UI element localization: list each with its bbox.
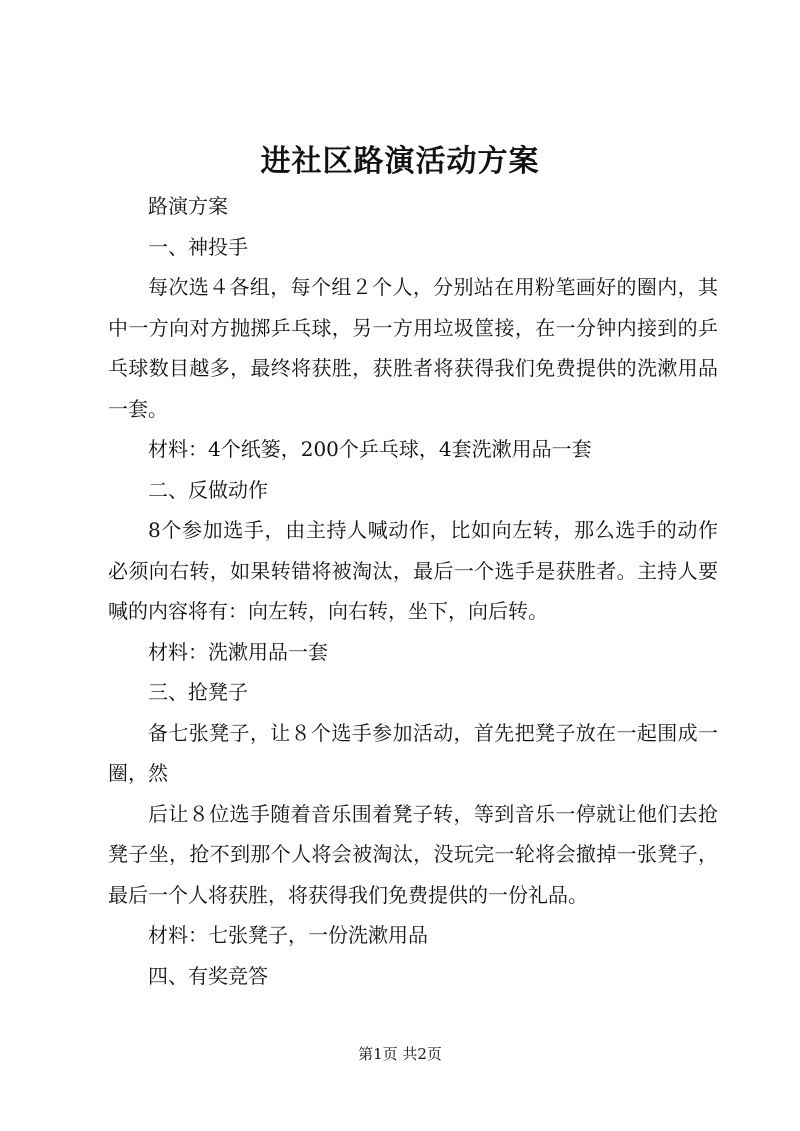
section-heading-3: 三、抢凳子: [148, 680, 248, 704]
paragraph-activity-3a: 备七张凳子，让８个选手参加活动，首先把凳子放在一起围成一圈，然: [108, 720, 718, 785]
page-number: 第1页 共2页: [358, 1045, 442, 1063]
paragraph-materials-3: 材料：七张凳子，一份洗漱用品: [148, 923, 428, 947]
section-heading-1: 一、神投手: [148, 234, 248, 259]
section-heading-4: 四、有奖竞答: [148, 963, 268, 988]
paragraph-plan-heading: 路演方案: [148, 194, 228, 218]
paragraph-activity-1: 每次选４各组，每个组２个人，分别站在用粉笔画好的圈内，其中一方向对方抛掷乒乓球，另一方用垃圾筐接，在一分钟内接到的乒乓球数目越多，最终将获胜，获胜者将获得我们免费提供的洗漱用品一套。: [108, 275, 718, 421]
paragraph-activity-2: 8个参加选手，由主持人喊动作，比如向左转，那么选手的动作必须向右转，如果转错将被淘汰，最后一个选手是获胜者。主持人要喊的内容将有：向左转，向右转，坐下，向后转。: [108, 518, 718, 623]
document-body: [108, 186, 718, 996]
paragraph-materials-1: 材料：4个纸篓，200个乒乓球，4套洗漱用品一套: [148, 437, 592, 461]
paragraph-materials-2: 材料：洗漱用品一套: [148, 639, 328, 664]
paragraph-activity-3b: 后让８位选手随着音乐围着凳子转，等到音乐一停就让他们去抢凳子坐，抢不到那个人将会被淘汰，没玩完一轮将会撤掉一张凳子，最后一个人将获胜，将获得我们免费提供的一份礼品。: [108, 801, 718, 907]
document-title: 进社区路演活动方案: [260, 144, 540, 179]
section-heading-2: 二、反做动作: [148, 477, 268, 502]
